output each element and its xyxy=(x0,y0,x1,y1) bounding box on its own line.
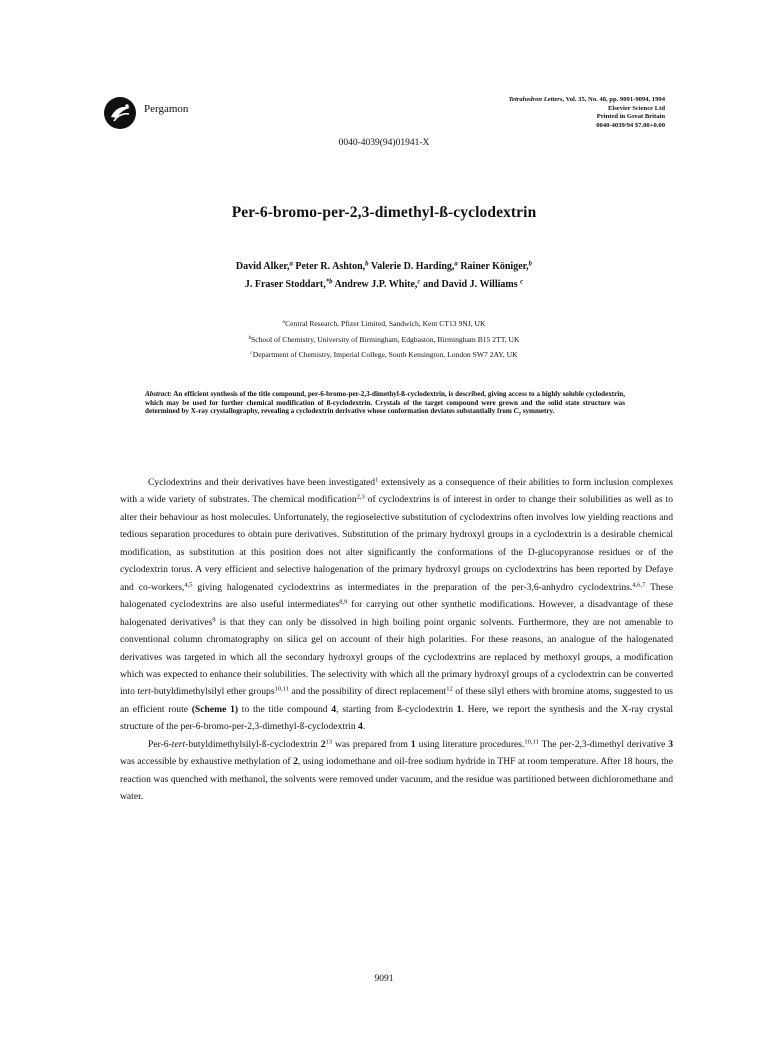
author-line-1 xyxy=(0,258,768,276)
affiliation-marker: c xyxy=(250,350,253,357)
author-name: David Alker, xyxy=(235,261,290,272)
printed-line: Printed in Great Britain xyxy=(596,113,665,121)
text-run: . xyxy=(362,721,366,733)
author-name: Rainer Königer, xyxy=(457,261,529,272)
text-run: is that they can only be dissolved in high boiling point organic solvents. Furthermore, they are not amenable to conventional column chromatography on silica gel on account of their high polarities. For these reasons, an analogue of the halogenated derivatives was targeted in which all the secondary hydroxyl groups of the cyclodextrins are replaced by methoxyl groups, a modification which was expected to enhance their solubilities. The selectivity with which all the primary hydroxyl groups of a cyclodextrin can be converted into xyxy=(120,616,673,698)
bold-text: 1 xyxy=(456,703,462,715)
text-run: These halogenated cyclodextrins are also useful intermediates xyxy=(120,581,673,611)
text-run: . Here, we report the synthesis and the X-ray crystal structure of the per-6-bromo-per-2,3-dimethyl-ß-cyclodextrin xyxy=(120,703,673,733)
abstract-text: An efficient synthesis of the title compound, per-6-bromo-per-2,3-dimethyl-ß-cyclodextrin, is described, giving access to a highly soluble cyclodextrin, which may be used for further chemical modification of ß-cyclodextrin. Crystals of the target compound were grown and the solid state structure was determined by X-ray crystallography, revealing a cyclodextrin derivative whose conformation deviates substantially from xyxy=(145,390,625,416)
author-list xyxy=(0,258,768,294)
abstract-label: Abstract: xyxy=(145,390,172,398)
affiliation-marker: b xyxy=(528,260,533,268)
journal-name: Tetrahedron Letters xyxy=(508,96,563,103)
citation-ref: 4,5 xyxy=(184,581,193,589)
author-name: Peter R. Ashton, xyxy=(292,261,366,272)
price-code: 0040-4039/94 $7.00+0.00 xyxy=(596,121,665,129)
text-run: of these silyl ethers with bromine atoms, suggested to us an efficient route xyxy=(120,686,673,715)
text-run: Cyclodextrins and their derivatives have been investigated xyxy=(148,477,376,488)
text-run: , using iodomethane and oil-free sodium hydride in THF at room temperature. After 18 hours, the reaction was quenched with methanol, the solvents were removed under vacuum, and the residue was partitioned between dichloromethane and water. xyxy=(120,756,673,803)
affiliation-text: School of Chemistry, University of Birmingham, Edgbaston, Birmingham B15 2TT, UK xyxy=(251,334,520,344)
bold-text: 4 xyxy=(331,703,337,715)
citation-ref: 2,3 xyxy=(356,493,365,501)
affiliation-list xyxy=(0,316,768,363)
text-run: extensively as a consequence of their abilities to form inclusion complexes with a wide variety of substrates. The chemical modification xyxy=(120,477,673,506)
citation-ref: 9 xyxy=(212,616,216,624)
text-run: of cyclodextrins is of interest in order to change their solubilities as well as to alter their behaviour as host molecules. Unfortunately, the regioselective substitution of cyclodextrins often involves low yielding reactions and tedious separation procedures to obtain pure derivatives. Substitution of the primary hydroxyl groups in a cyclodextrin is a desirable chemical modification, as substitution at this position does not alter significantly the conformations of the D-glucopyranose residues or of the cyclodextrin torus. A very efficient and selective halogenation of the primary hydroxyl groups on cyclodextrins has been reported by Defaye and co-workers, xyxy=(120,494,673,593)
journal-citation: , Vol. 35, No. 48, pp. 9091-9094, 1994 xyxy=(562,96,665,103)
copyright-line: Elsevier Science Ltd xyxy=(607,104,665,112)
text-run: , starting from ß-cyclodextrin xyxy=(336,703,457,715)
page-number: 9091 xyxy=(374,974,394,984)
symmetry-symbol: C xyxy=(513,407,519,416)
affiliation-marker: b xyxy=(365,260,369,268)
affiliation-text: Central Research, Pfizer Limited, Sandwich, Kent CT13 9NJ, UK xyxy=(285,319,486,328)
paper-title: Per-6-bromo-per-2,3-dimethyl-ß-cyclodextrin xyxy=(231,204,537,221)
abstract xyxy=(145,390,625,419)
text-run: Per-6- xyxy=(148,738,172,750)
text-run: The per-2,3-dimethyl derivative xyxy=(538,738,669,750)
citation-ref: 10,11 xyxy=(524,738,539,746)
affiliation xyxy=(0,347,768,363)
affiliation xyxy=(0,332,768,348)
publisher-name: Pergamon xyxy=(144,103,189,115)
affiliation-marker: *b xyxy=(325,278,333,286)
bold-text: 2 xyxy=(320,738,326,750)
text-run: giving halogenated cyclodextrins as intermediates in the preparation of the per-3,6-anhydro cyclodextrins. xyxy=(192,581,633,593)
text-run: -butyldimethylsilyl-ß-cyclodextrin xyxy=(185,738,321,750)
body-paragraph xyxy=(120,736,673,806)
affiliation-marker: a xyxy=(289,260,293,268)
body-text xyxy=(120,474,673,806)
text-run: for carrying out other synthetic modifications. However, a disadvantage of these halogenated derivatives xyxy=(120,599,673,628)
citation-ref: 1 xyxy=(375,476,379,484)
citation-ref: 10,11 xyxy=(274,685,289,693)
bold-text: 4 xyxy=(358,721,363,733)
affiliation-marker: c xyxy=(520,278,524,286)
text-run: was accessible by exhaustive methylation of xyxy=(120,756,294,768)
text-run: -butyldimethylsilyl ether groups xyxy=(150,686,275,698)
text-run: to the title compound xyxy=(238,703,332,715)
italic-text: tert xyxy=(171,738,186,750)
affiliation-marker: b xyxy=(248,334,252,341)
bold-text: 2 xyxy=(293,756,298,768)
text-run: was prepared from xyxy=(332,738,411,750)
abstract-text-end: symmetry. xyxy=(520,407,555,416)
doi-code: 0040-4039(94)01941-X xyxy=(338,138,430,148)
journal-info xyxy=(509,96,665,130)
author-line-2 xyxy=(0,276,768,294)
italic-text: tert xyxy=(137,686,151,698)
citation-ref: 8,9 xyxy=(339,598,348,606)
author-name: and David J. Williams xyxy=(420,279,521,290)
author-name: J. Fraser Stoddart, xyxy=(244,279,326,290)
bold-text: 1 xyxy=(410,738,416,750)
body-paragraph xyxy=(120,474,673,736)
citation-ref: 12 xyxy=(446,685,453,693)
affiliation-marker: c xyxy=(417,278,421,286)
symmetry-subscript: 7 xyxy=(518,411,521,418)
citation-ref: 4,6,7 xyxy=(632,581,646,589)
author-name: Andrew J.P. White, xyxy=(332,279,418,290)
affiliation-marker: a xyxy=(282,319,286,326)
text-run: using literature procedures. xyxy=(415,738,525,750)
citation-ref: 13 xyxy=(325,738,333,746)
bold-text: 3 xyxy=(668,738,674,750)
bold-text: (Scheme 1) xyxy=(191,703,239,715)
affiliation-text: Department of Chemistry, Imperial College, South Kensington, London SW7 2AY, UK xyxy=(252,350,518,359)
pergamon-logo xyxy=(103,96,137,130)
affiliation-marker: a xyxy=(454,260,458,268)
author-name: Valerie D. Harding, xyxy=(368,261,455,272)
affiliation xyxy=(0,316,768,332)
text-run: and the possibility of direct replacement xyxy=(289,686,447,698)
journal-citation-line xyxy=(509,96,665,105)
